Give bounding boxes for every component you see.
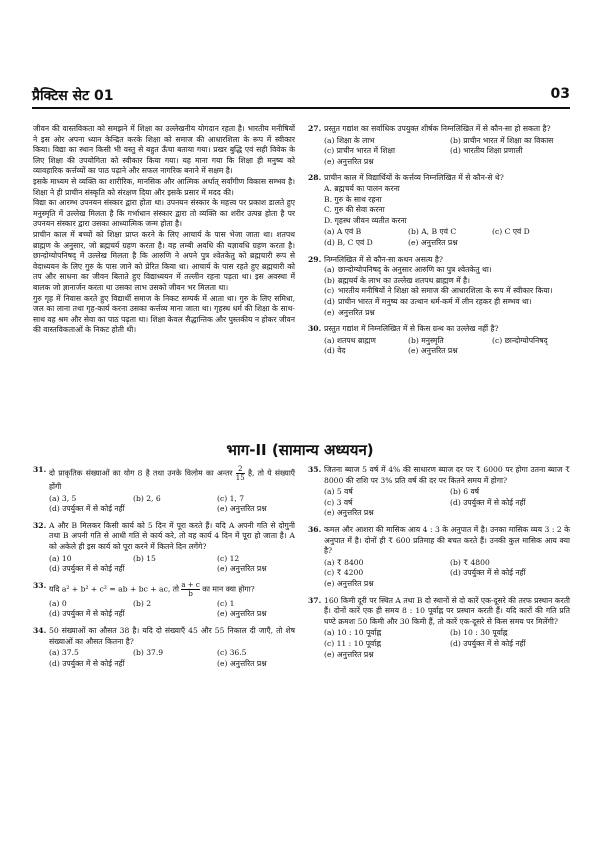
option[interactable]: (e) अनुत्तरित प्रश्न	[324, 578, 374, 588]
statement: B. गुरु के साथ रहना	[324, 194, 382, 204]
option[interactable]: (a) 10	[49, 553, 72, 563]
option[interactable]: (b) 6 वर्ष	[450, 487, 480, 497]
option[interactable]: (c) 1	[217, 598, 235, 608]
question-text: निम्नलिखित में से कौन-सा कथन असत्य है?	[324, 254, 443, 264]
page-header	[32, 86, 570, 106]
option[interactable]: (e) अनुत्तरित प्रश्न	[217, 504, 267, 514]
option[interactable]: (d) B, C एवं D	[324, 237, 373, 247]
option[interactable]	[133, 659, 211, 670]
option[interactable]: (c) 1, 7	[217, 493, 245, 503]
option[interactable]	[324, 308, 570, 319]
question-text-part: है, तो ये संख्याएँ होंगी	[49, 468, 295, 491]
option[interactable]: (c) 3 वर्ष	[324, 497, 353, 507]
option-text: छान्दोग्योपनिषद् के अनुसार आरुणि का पुत्र श्वेतकेतु था।	[338, 265, 492, 275]
option[interactable]: (e) अनुत्तरित प्रश्न	[324, 156, 374, 166]
option[interactable]: (d) भारतीय शिक्षा प्रणाली	[450, 146, 523, 156]
option[interactable]: (a) 10 : 10 पूर्वाह्न	[324, 628, 382, 638]
option[interactable]	[133, 609, 211, 620]
set-title: प्रैक्टिस सेट 01	[32, 88, 114, 104]
options	[49, 599, 295, 620]
options	[324, 487, 570, 519]
option[interactable]: (e) अनुत्तरित प्रश्न	[408, 346, 458, 356]
option[interactable]: (c) 12	[217, 553, 240, 563]
option[interactable]: (e) अनुत्तरित प्रश्न	[217, 658, 267, 668]
option[interactable]: (c) 11 : 10 पूर्वाह्न	[324, 638, 381, 648]
option[interactable]: (d) उपर्युक्त में से कोई नहीं	[49, 609, 125, 619]
option[interactable]: (b) 15	[133, 553, 156, 563]
question-number: 31.	[33, 465, 47, 474]
option[interactable]: (d) उपर्युक्त में से कोई नहीं	[49, 658, 125, 668]
fraction-numerator: 2	[236, 465, 245, 474]
question-33	[33, 581, 295, 620]
options	[324, 265, 570, 318]
question-text-part: दो प्राकृतिक संख्याओं का योग 8 है तथा उनके विलोम का अन्तर	[49, 468, 233, 478]
question-text: 160 किमी दूरी पर स्थित A तथा B दो स्थानों से दो कारें एक-दूसरे की तरफ प्रस्थान करती हैं। दोनों कारें एक ही समय 8 : 10 पूर्वाह्न पर प्रस्थान करती हैं। यदि कारों की गति प्रति घण्टे क्रमशः 50 किमी और 30 किमी हैं, तो कारें एक-दूसरे से किस समय पर मिलेंगी?	[324, 595, 570, 626]
option[interactable]: (b) मनुस्मृति	[408, 335, 444, 345]
option[interactable]: (e) अनुत्तरित प्रश्न	[217, 609, 267, 619]
statement: A. ब्रह्मचर्य का पालन करना	[324, 183, 400, 193]
option-label: (d)	[324, 296, 335, 306]
option[interactable]: (d) उपर्युक्त में से कोई नहीं	[49, 564, 125, 574]
question-text	[49, 465, 295, 493]
option[interactable]: (b) 2, 6	[133, 493, 161, 503]
fraction	[181, 581, 199, 598]
option[interactable]: (b) A, B एवं C	[408, 227, 457, 237]
passage-paragraph: इसके माध्यम से व्यक्ति का शारीरिक, मानसिक और आत्मिक अर्थात् सर्वांगीण विकास सम्भव है। शिक्षा ने ही प्राचीन संस्कृति को संरक्षण दिया और इसके प्रसार में मदद की।	[33, 176, 295, 197]
option[interactable]: (d) उपर्युक्त में से कोई नहीं	[450, 497, 526, 507]
question-29	[308, 255, 570, 319]
option[interactable]: (e) अनुत्तरित प्रश्न	[324, 649, 374, 659]
option[interactable]	[324, 297, 570, 308]
section-title: भाग-II (सामान्य अध्ययन)	[226, 441, 374, 459]
question-number: 30.	[308, 324, 322, 334]
question-text: A और B मिलकर किसी कार्य को 5 दिन में पूरा करते हैं। यदि A अपनी गति से दोगुनी तथा B अपनी गति से आधी गति से कार्य करे, तो वह कार्य 4 दिन में पूरा हो जाता है। A को अकेले ही इस कार्य को पूरा करने में कितने दिन लगेंगे?	[49, 520, 295, 551]
fraction-denominator: b	[188, 589, 193, 598]
question-27	[308, 124, 570, 167]
option[interactable]: (b) 37.9	[133, 648, 164, 658]
option-label: (c)	[324, 286, 335, 296]
option-text: भारतीय मनीषियों ने शिक्षा को समाज की आधारशिला के रूप में स्वीकार किया।	[338, 286, 553, 296]
option[interactable]: (b) ₹ 4800	[450, 557, 490, 567]
option[interactable]: (a) शतपथ ब्राह्मण	[324, 335, 376, 345]
options	[49, 554, 295, 575]
page-number: 03	[550, 86, 570, 102]
question-text: 50 संख्याओं का औसत 38 है। यदि दो संख्याएँ 45 और 55 निकाल दी जाएँ, तो शेष संख्याओं का औसत कितना है?	[49, 625, 295, 646]
passage-paragraph: जीवन की वास्तविकता को समझने में शिक्षा का उल्लेखनीय योगदान रहता है। भारतीय मनीषियों ने इस ओर अपना ध्यान केन्द्रित करके शिक्षा को समाज की आधारशिला के रूप में स्वीकार किया। विद्या का स्थान किसी भी वस्तु से बहुत ऊँचा बताया गया। प्रखर बुद्धि एवं सही विवेक के लिए शिक्षा की उपयोगिता को स्वीकार किया गया। यह माना गया कि शिक्षा ही मनुष्य को व्यावहारिक कर्त्तव्यों का पाठ पढ़ाने और सफल नागरिक बनाने में सक्षम है।	[33, 124, 295, 176]
option[interactable]	[324, 286, 570, 297]
option[interactable]: (c) C एवं D	[492, 227, 530, 237]
question-28	[308, 173, 570, 248]
options	[324, 336, 570, 357]
option-label: (e)	[324, 307, 335, 317]
options	[324, 136, 570, 168]
option[interactable]: (b) 2	[133, 598, 152, 608]
option[interactable]: (e) अनुत्तरित प्रश्न	[217, 564, 267, 574]
option[interactable]: (a) A एवं B	[324, 227, 362, 237]
option[interactable]: (a) 37.5	[49, 648, 79, 658]
option[interactable]: (d) उपर्युक्त में से कोई नहीं	[49, 504, 125, 514]
option[interactable]: (d) उपर्युक्त में से कोई नहीं	[450, 568, 526, 578]
option-text: प्राचीन भारत में मनुष्य का उत्थान धर्म-कर्म में लीन रहकर ही सम्भव था।	[338, 296, 532, 306]
statement: C. गुरु की सेवा करना	[324, 205, 385, 215]
question-number: 34.	[33, 625, 47, 635]
question-text	[49, 581, 295, 598]
option[interactable]: (b) 10 : 30 पूर्वाह्न	[450, 628, 508, 638]
question-30	[308, 324, 570, 357]
option-label: (b)	[324, 275, 335, 285]
option[interactable]: (a) ₹ 8400	[324, 557, 364, 567]
question-32	[33, 521, 295, 575]
general-studies-right	[308, 465, 570, 666]
option[interactable]	[324, 265, 570, 276]
question-37	[308, 596, 570, 661]
option[interactable]: (c) छान्दोग्योपनिषद्	[492, 335, 548, 345]
fraction-numerator: a + c	[181, 580, 200, 589]
option-label: (a)	[324, 265, 335, 275]
statement: D. गृहस्थ जीवन व्यतीत करना	[324, 215, 407, 225]
options	[49, 648, 295, 669]
option[interactable]: (d) वेद	[324, 346, 346, 356]
question-text: प्राचीन काल में विद्यार्थियों के कर्त्तव्य निम्नलिखित में से कौन-से थे?	[324, 173, 504, 183]
question-31	[33, 465, 295, 515]
fraction	[236, 465, 245, 482]
options	[49, 494, 295, 515]
question-number: 35.	[308, 465, 322, 474]
options	[324, 628, 570, 660]
option[interactable]	[133, 564, 211, 575]
option[interactable]: (a) शिक्षा के लाभ	[324, 135, 375, 145]
general-studies-left	[33, 465, 295, 675]
option[interactable]: (a) 0	[49, 598, 67, 608]
question-number: 28.	[308, 173, 322, 183]
header-rule	[32, 107, 570, 109]
option[interactable]: (d) उपर्युक्त में से कोई नहीं	[450, 638, 526, 648]
passage	[33, 124, 295, 336]
option[interactable]	[133, 504, 211, 515]
question-text: प्रस्तुत गद्यांश में निम्नलिखित में से किस ग्रन्थ का उल्लेख नहीं है?	[324, 324, 499, 334]
option-text: ब्रह्मचर्य के लाभ का उल्लेख शतपथ ब्राह्मण में है।	[338, 275, 470, 285]
question-34	[33, 626, 295, 669]
option[interactable]: (c) 36.5	[217, 648, 247, 658]
option[interactable]	[324, 276, 570, 287]
question-number: 33.	[33, 580, 47, 590]
option[interactable]: (e) अनुत्तरित प्रश्न	[324, 508, 374, 518]
option[interactable]: (c) प्राचीन भारत में शिक्षा	[324, 146, 395, 156]
option[interactable]: (b) प्राचीन भारत में शिक्षा का विकास	[450, 135, 554, 145]
question-number: 27.	[308, 124, 322, 133]
option[interactable]: (c) ₹ 4200	[324, 568, 364, 578]
question-text: जितना ब्याज 5 वर्ष में 4% की साधारण ब्याज दर पर ₹ 6000 पर होगा उतना ब्याज ₹ 8000 की राशि पर 3% प्रति वर्ष की दर पर कितने समय में होगा?	[324, 465, 570, 485]
option[interactable]: (a) 3, 5	[49, 493, 77, 503]
question-text: कमल और आशरा की मासिक आय 4 : 3 के अनुपात में है। उनका मासिक व्यय 3 : 2 के अनुपात में है। दोनों ही ₹ 600 प्रतिमाह की बचत करते हैं। उनकी कुल मासिक आय क्या है?	[324, 524, 570, 556]
options	[324, 227, 570, 248]
passage-paragraph: विद्या का आरम्भ उपनयन संस्कार द्वारा होता था। उपनयन संस्कार के महत्त्व पर प्रकाश डालते हुए मनुस्मृति में उल्लेख मिलता है कि गर्भाधान संस्कार द्वारा तो व्यक्ति का शरीर उत्पन्न होता है पर उपनयन संस्कार द्वारा उसका आध्यात्मिक जन्म होता है।	[33, 198, 295, 229]
question-number: 29.	[308, 254, 322, 264]
options	[324, 558, 570, 590]
question-text-part: का मान क्या होगा?	[202, 584, 255, 594]
question-text: प्रस्तुत गद्यांश का सर्वाधिक उपयुक्त शीर्षक निम्नलिखित में से कौन-सा हो सकता है?	[324, 124, 551, 133]
passage-questions	[308, 124, 570, 363]
passage-paragraph: गुरु गृह में निवास करते हुए विद्यार्थी समाज के निकट सम्पर्क में आता था। गुरु के लिए समिधा, जल का लाना तथा गृह-कार्य करना उसका कर्त्तव्य माना जाता था। गृहस्थ धर्म की शिक्षा के साथ-साथ वह श्रम और सेवा का पाठ पढ़ता था। शिक्षा केवल सैद्धान्तिक और पुस्तकीय न होकर जीवन की वास्तविकताओं के निकट होती थी।	[33, 293, 295, 335]
option-text: अनुत्तरित प्रश्न	[338, 307, 375, 317]
question-36	[308, 525, 570, 590]
question-number: 36.	[308, 524, 322, 534]
question-number: 32.	[33, 520, 47, 530]
question-text-part: यदि a² + b² + c² = ab + bc + ac, तो	[49, 584, 179, 594]
option[interactable]: (a) 5 वर्ष	[324, 487, 353, 497]
question-number: 37.	[308, 595, 322, 605]
option[interactable]: (e) अनुत्तरित प्रश्न	[408, 237, 458, 247]
fraction-denominator: 15	[235, 474, 245, 482]
question-35	[308, 465, 570, 519]
passage-paragraph: प्राचीन काल में बच्चों को शिक्षा प्राप्त करने के लिए आचार्य के पास भेजा जाता था। शतपथ ब्राह्मण के अनुसार, जो ब्रह्मचर्य ग्रहण करता है। वह लम्बी अवधि की यज्ञावधि ग्रहण करता है। छान्दोग्योपनिषद् में उल्लेख मिलता है कि आरुणि ने अपने पुत्र श्वेतकेतु को ब्रह्मचारी रूप से वेदाध्ययन के लिए गुरु के पास जाने को प्रेरित किया था। आचार्य के पास रहते हुए ब्रह्मचारी को तप और साधना का जीवन बिताते हुए विद्याध्ययन में तल्लीन रहना पड़ता था। इस अवस्था में बालक जो ज्ञानार्जन करता था उसका लाभ उसको जीवन भर मिलता था।	[33, 229, 295, 292]
